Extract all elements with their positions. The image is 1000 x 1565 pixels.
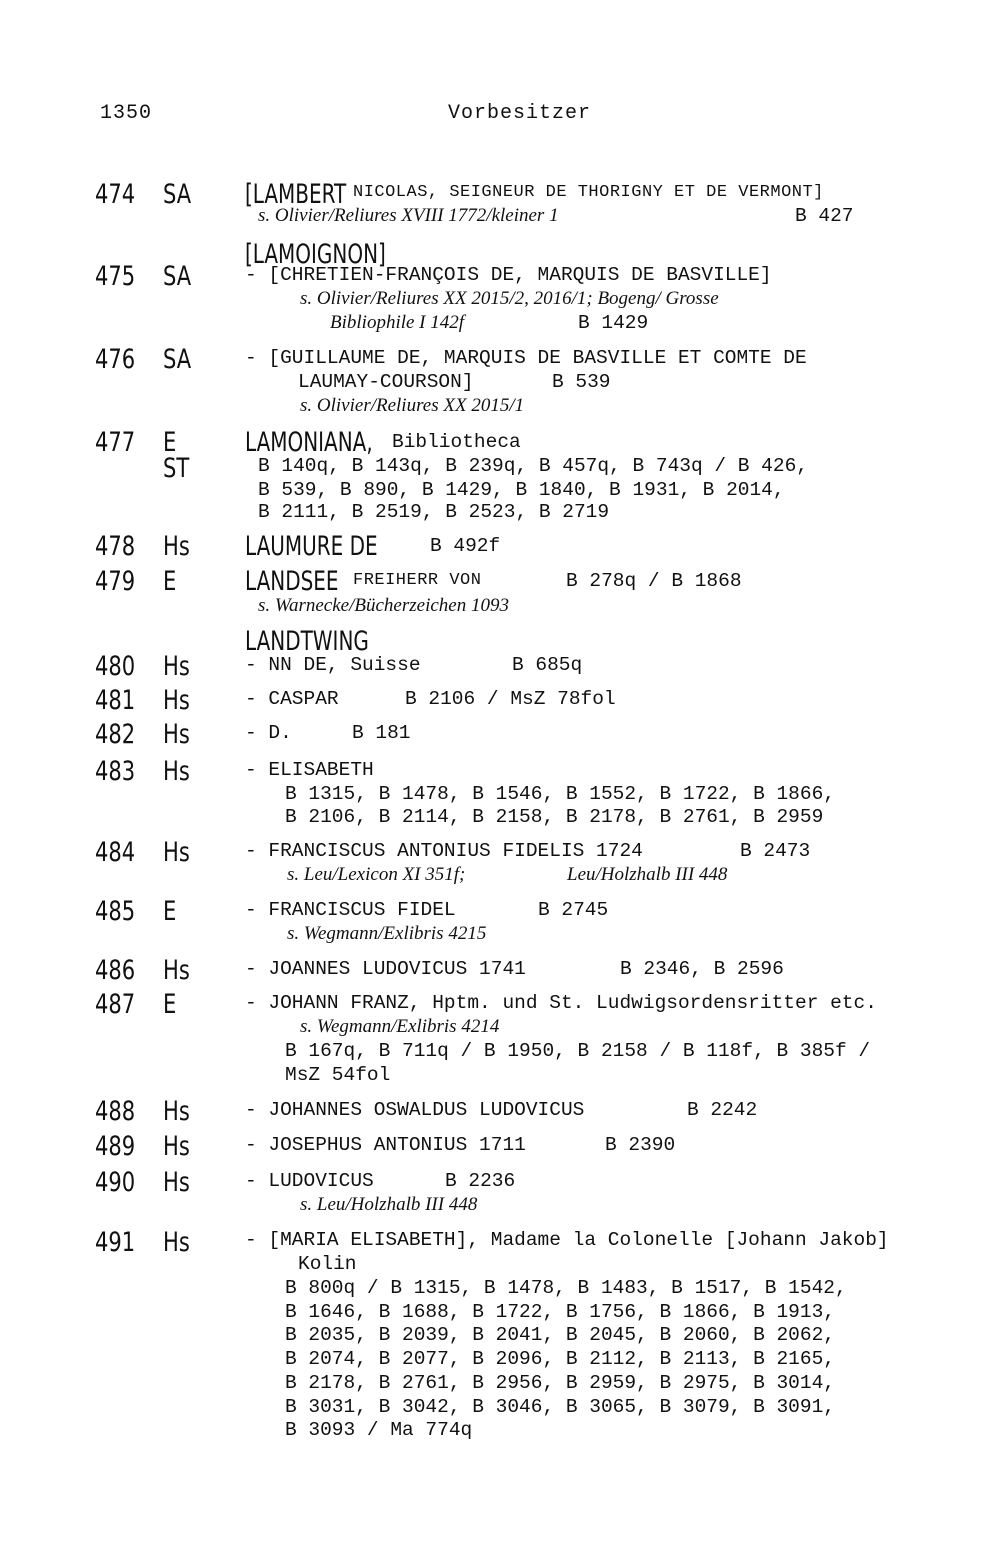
entry-number: 490 [95,1167,136,1198]
entry-code: SA [163,179,192,210]
entry-number: 474 [95,179,136,210]
entry-code: E [163,896,177,927]
entry-text: B 2106 / MsZ 78fol [405,688,616,710]
entry-text: B 181 [352,722,411,744]
entry-code: Hs [163,1096,190,1127]
entry-text: - [CHRETIEN-FRANÇOIS DE, MARQUIS DE BASVILLE] [245,264,772,286]
entry-reference: s. Wegmann/Exlibris 4215 [287,923,487,944]
entry-code: Hs [163,531,190,562]
entry-code: SA [163,261,192,292]
entry-text: B 539 [552,371,611,393]
entry-text: LAUMAY-COURSON] [298,371,474,393]
entry-text: B 2106, B 2114, B 2158, B 2178, B 2761, B 2959 [285,806,824,828]
entry-reference: s. Olivier/Reliures XX 2015/2, 2016/1; Bogeng/ Grosse [300,288,719,309]
entry-number: 479 [95,566,136,597]
page-number: 1350 [100,102,153,125]
entry-text: B 2745 [538,899,609,921]
entry-number: 491 [95,1227,136,1258]
entry-text: - LUDOVICUS [245,1170,374,1192]
entry-text: B 2111, B 2519, B 2523, B 2719 [258,501,610,523]
entry-reference: s. Olivier/Reliures XVIII 1772/kleiner 1 [258,205,559,226]
entry-reference: s. Olivier/Reliures XX 2015/1 [300,395,525,416]
entry-text: B 2035, B 2039, B 2041, B 2045, B 2060, B 2062, [285,1324,835,1346]
entry-heading: LANDSEE [245,566,339,597]
entry-text: NICOLAS, SEIGNEUR DE THORIGNY ET DE VERMONT] [353,183,824,202]
entry-text: - [GUILLAUME DE, MARQUIS DE BASVILLE ET COMTE DE [245,347,807,369]
entry-number: 482 [95,719,136,750]
entry-number: 476 [95,344,136,375]
entry-reference: s. Warnecke/Bücherzeichen 1093 [258,595,509,616]
entry-code: Hs [163,1131,190,1162]
entry-code: Hs [163,1167,190,1198]
entry-text: B 167q, B 711q / B 1950, B 2158 / B 118f, B 385f / [285,1040,871,1062]
entry-text: - D. [245,722,292,744]
entry-number: 477 [95,427,136,458]
entry-text: FREIHERR VON [353,571,482,590]
entry-text: B 3031, B 3042, B 3046, B 3065, B 3079, B 3091, [285,1396,835,1418]
entry-text: B 140q, B 143q, B 239q, B 457q, B 743q / B 426, [258,455,808,477]
entry-text: B 2390 [605,1134,676,1156]
entry-text: - JOSEPHUS ANTONIUS 1711 [245,1134,526,1156]
entry-heading: LAMONIANA, [245,427,373,458]
running-title: Vorbesitzer [448,102,592,125]
entry-code: SA [163,344,192,375]
entry-text: B 2242 [687,1099,758,1121]
entry-text: B 2346, B 2596 [620,958,784,980]
entry-code: ST [163,453,190,484]
entry-text: B 1646, B 1688, B 1722, B 1756, B 1866, B 1913, [285,1301,835,1323]
entry-text: B 2178, B 2761, B 2956, B 2959, B 2975, B 3014, [285,1372,835,1394]
entry-text: B 278q / B 1868 [566,570,742,592]
entry-code: Hs [163,756,190,787]
entry-text: B 1429 [578,312,649,334]
entry-text: - JOANNES LUDOVICUS 1741 [245,958,526,980]
entry-text: B 1315, B 1478, B 1546, B 1552, B 1722, B 1866, [285,783,835,805]
entry-number: 485 [95,896,136,927]
entry-text: B 539, B 890, B 1429, B 1840, B 1931, B 2014, [258,479,785,501]
entry-text: MsZ 54fol [285,1064,391,1086]
entry-number: 480 [95,651,136,682]
entry-text: B 685q [512,654,583,676]
entry-text: B 2473 [740,840,811,862]
entry-heading: [LAMBERT [245,179,347,210]
entry-reference: Bibliophile I 142f [330,312,465,333]
entry-code: Hs [163,1227,190,1258]
entry-text: B 3093 / Ma 774q [285,1419,473,1441]
entry-number: 488 [95,1096,136,1127]
entry-heading: [LAMOIGNON] [245,239,386,270]
entry-text: - JOHANNES OSWALDUS LUDOVICUS [245,1099,585,1121]
entry-number: 487 [95,989,136,1020]
entry-number: 481 [95,685,136,716]
entry-text: - NN DE, Suisse [245,654,421,676]
entry-reference: Leu/Holzhalb III 448 [567,864,728,885]
entry-text: B 2236 [445,1170,516,1192]
entry-reference: s. Leu/Lexicon XI 351f; [287,864,466,885]
entry-text: - CASPAR [245,688,339,710]
entry-text: Bibliotheca [392,431,521,453]
entry-code: E [163,427,177,458]
entry-code: Hs [163,719,190,750]
entry-reference: s. Leu/Holzhalb III 448 [300,1194,478,1215]
entry-text: Kolin [298,1253,357,1275]
entry-text: B 492f [430,535,501,557]
entry-code: Hs [163,685,190,716]
entry-text: - JOHANN FRANZ, Hptm. und St. Ludwigsordensritter etc. [245,992,877,1014]
entry-number: 484 [95,837,136,868]
entry-text: - FRANCISCUS ANTONIUS FIDELIS 1724 [245,840,643,862]
entry-code: Hs [163,837,190,868]
entry-text: - FRANCISCUS FIDEL [245,899,456,921]
entry-code: Hs [163,651,190,682]
entry-text: B 427 [795,205,854,227]
entry-number: 489 [95,1131,136,1162]
entry-number: 486 [95,955,136,986]
entry-heading: LAUMURE DE [245,531,378,562]
entry-number: 475 [95,261,136,292]
entry-heading: LANDTWING [245,626,369,657]
entry-code: Hs [163,955,190,986]
entry-text: - ELISABETH [245,759,374,781]
entry-number: 478 [95,531,136,562]
entry-text: B 2074, B 2077, B 2096, B 2112, B 2113, B 2165, [285,1348,835,1370]
entry-text: B 800q / B 1315, B 1478, B 1483, B 1517, B 1542, [285,1277,847,1299]
entry-code: E [163,566,177,597]
entry-text: - [MARIA ELISABETH], Madame la Colonelle [Johann Jakob] [245,1229,889,1251]
entry-code: E [163,989,177,1020]
entry-number: 483 [95,756,136,787]
entry-reference: s. Wegmann/Exlibris 4214 [300,1016,500,1037]
